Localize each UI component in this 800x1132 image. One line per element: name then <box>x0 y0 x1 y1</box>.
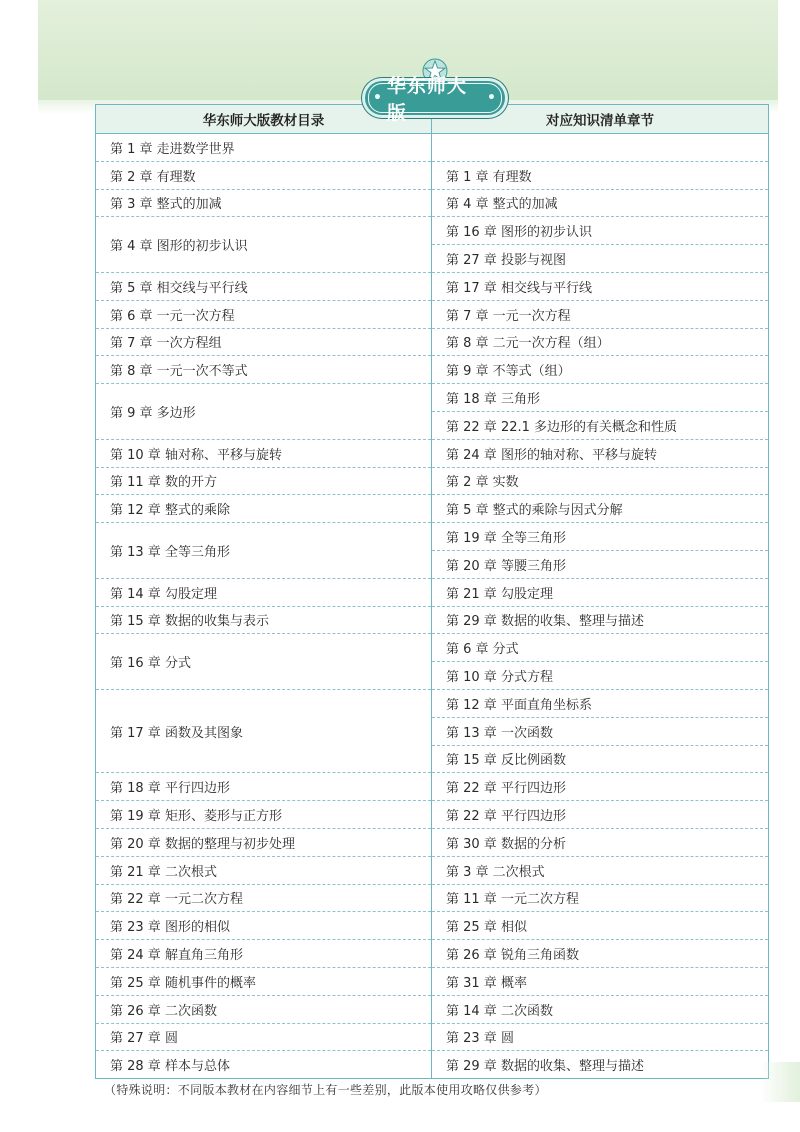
knowledge-chapter-cell: 第 2 章 实数 <box>432 467 769 495</box>
textbook-chapter-cell: 第 14 章 勾股定理 <box>96 578 432 606</box>
textbook-chapter-cell: 第 20 章 数据的整理与初步处理 <box>96 828 432 856</box>
table-row <box>96 884 769 912</box>
header-knowledge-chapters: 对应知识清单章节 <box>432 105 769 134</box>
knowledge-chapter-cell: 第 29 章 数据的收集、整理与描述 <box>432 606 769 634</box>
textbook-chapter-cell: 第 9 章 多边形 <box>96 384 432 440</box>
table-row <box>96 773 769 801</box>
table-row <box>96 1051 769 1079</box>
table-row <box>96 134 769 162</box>
textbook-chapter-cell: 第 11 章 数的开方 <box>96 467 432 495</box>
knowledge-chapter-cell: 第 19 章 全等三角形 <box>432 523 769 551</box>
knowledge-chapter-cell: 第 5 章 整式的乘除与因式分解 <box>432 495 769 523</box>
textbook-chapter-cell: 第 16 章 分式 <box>96 634 432 690</box>
table-body <box>96 134 769 1079</box>
knowledge-chapter-cell: 第 17 章 相交线与平行线 <box>432 272 769 300</box>
knowledge-chapter-cell: 第 14 章 二次函数 <box>432 995 769 1023</box>
knowledge-chapter-cell: 第 6 章 分式 <box>432 634 769 662</box>
textbook-chapter-cell: 第 21 章 二次根式 <box>96 856 432 884</box>
knowledge-chapter-cell: 第 10 章 分式方程 <box>432 662 769 690</box>
textbook-chapter-cell: 第 6 章 一元一次方程 <box>96 300 432 328</box>
table-row <box>96 300 769 328</box>
knowledge-chapter-cell <box>432 134 769 162</box>
textbook-chapter-cell: 第 1 章 走进数学世界 <box>96 134 432 162</box>
edition-badge-label: 华东师大版 <box>386 75 467 124</box>
knowledge-chapter-cell: 第 31 章 概率 <box>432 967 769 995</box>
badge-dot-right-icon: • <box>487 90 497 106</box>
knowledge-chapter-cell: 第 1 章 有理数 <box>432 161 769 189</box>
knowledge-chapter-cell: 第 24 章 图形的轴对称、平移与旋转 <box>432 439 769 467</box>
knowledge-chapter-cell: 第 29 章 数据的收集、整理与描述 <box>432 1051 769 1079</box>
table-row <box>96 384 769 412</box>
textbook-chapter-cell: 第 28 章 样本与总体 <box>96 1051 432 1079</box>
knowledge-chapter-cell: 第 27 章 投影与视图 <box>432 245 769 273</box>
textbook-chapter-cell: 第 23 章 图形的相似 <box>96 912 432 940</box>
table-row <box>96 995 769 1023</box>
table-row <box>96 272 769 300</box>
knowledge-chapter-cell: 第 7 章 一元一次方程 <box>432 300 769 328</box>
edition-badge <box>362 58 508 122</box>
table-row <box>96 606 769 634</box>
textbook-chapter-cell: 第 3 章 整式的加减 <box>96 189 432 217</box>
textbook-chapter-cell: 第 17 章 函数及其图象 <box>96 689 432 772</box>
knowledge-chapter-cell: 第 25 章 相似 <box>432 912 769 940</box>
textbook-chapter-cell: 第 24 章 解直角三角形 <box>96 940 432 968</box>
textbook-chapter-cell: 第 15 章 数据的收集与表示 <box>96 606 432 634</box>
table-row <box>96 856 769 884</box>
knowledge-chapter-cell: 第 4 章 整式的加减 <box>432 189 769 217</box>
knowledge-chapter-cell: 第 23 章 圆 <box>432 1023 769 1051</box>
textbook-chapter-cell: 第 25 章 随机事件的概率 <box>96 967 432 995</box>
knowledge-chapter-cell: 第 3 章 二次根式 <box>432 856 769 884</box>
table-row <box>96 328 769 356</box>
toc-mapping-table <box>95 104 769 1079</box>
footer-note: （特殊说明：不同版本教材在内容细节上有一些差别，此版本使用攻略仅供参考） <box>104 1083 547 1097</box>
table-row <box>96 161 769 189</box>
table-row <box>96 634 769 662</box>
table-row <box>96 940 769 968</box>
knowledge-chapter-cell: 第 26 章 锐角三角函数 <box>432 940 769 968</box>
corner-decoration <box>760 1062 800 1102</box>
knowledge-chapter-cell: 第 20 章 等腰三角形 <box>432 550 769 578</box>
knowledge-chapter-cell: 第 18 章 三角形 <box>432 384 769 412</box>
textbook-chapter-cell: 第 22 章 一元二次方程 <box>96 884 432 912</box>
textbook-chapter-cell: 第 12 章 整式的乘除 <box>96 495 432 523</box>
knowledge-chapter-cell: 第 12 章 平面直角坐标系 <box>432 689 769 717</box>
edition-badge-inner <box>368 75 502 124</box>
edition-badge-pill <box>362 75 508 124</box>
table-row <box>96 467 769 495</box>
knowledge-chapter-cell: 第 30 章 数据的分析 <box>432 828 769 856</box>
textbook-chapter-cell: 第 2 章 有理数 <box>96 161 432 189</box>
table-row <box>96 967 769 995</box>
table-row <box>96 689 769 717</box>
table-row <box>96 912 769 940</box>
table-row <box>96 439 769 467</box>
textbook-chapter-cell: 第 10 章 轴对称、平移与旋转 <box>96 439 432 467</box>
knowledge-chapter-cell: 第 22 章 22.1 多边形的有关概念和性质 <box>432 411 769 439</box>
table-row <box>96 356 769 384</box>
textbook-chapter-cell: 第 4 章 图形的初步认识 <box>96 217 432 273</box>
table-row <box>96 1023 769 1051</box>
textbook-chapter-cell: 第 26 章 二次函数 <box>96 995 432 1023</box>
knowledge-chapter-cell: 第 13 章 一次函数 <box>432 717 769 745</box>
textbook-chapter-cell: 第 5 章 相交线与平行线 <box>96 272 432 300</box>
knowledge-chapter-cell: 第 9 章 不等式（组） <box>432 356 769 384</box>
textbook-chapter-cell: 第 19 章 矩形、菱形与正方形 <box>96 801 432 829</box>
textbook-chapter-cell: 第 13 章 全等三角形 <box>96 523 432 579</box>
knowledge-chapter-cell: 第 22 章 平行四边形 <box>432 801 769 829</box>
badge-dot-left-icon: • <box>373 90 383 106</box>
table-row <box>96 189 769 217</box>
table-row <box>96 495 769 523</box>
table-row <box>96 578 769 606</box>
textbook-chapter-cell: 第 18 章 平行四边形 <box>96 773 432 801</box>
knowledge-chapter-cell: 第 21 章 勾股定理 <box>432 578 769 606</box>
textbook-chapter-cell: 第 8 章 一元一次不等式 <box>96 356 432 384</box>
knowledge-chapter-cell: 第 22 章 平行四边形 <box>432 773 769 801</box>
table-row <box>96 828 769 856</box>
textbook-chapter-cell: 第 27 章 圆 <box>96 1023 432 1051</box>
table-row <box>96 801 769 829</box>
knowledge-chapter-cell: 第 8 章 二元一次方程（组） <box>432 328 769 356</box>
knowledge-chapter-cell: 第 16 章 图形的初步认识 <box>432 217 769 245</box>
knowledge-chapter-cell: 第 11 章 一元二次方程 <box>432 884 769 912</box>
textbook-chapter-cell: 第 7 章 一次方程组 <box>96 328 432 356</box>
table-row <box>96 217 769 245</box>
header-textbook-toc: 华东师大版教材目录 <box>96 105 432 134</box>
knowledge-chapter-cell: 第 15 章 反比例函数 <box>432 745 769 773</box>
table-row <box>96 523 769 551</box>
